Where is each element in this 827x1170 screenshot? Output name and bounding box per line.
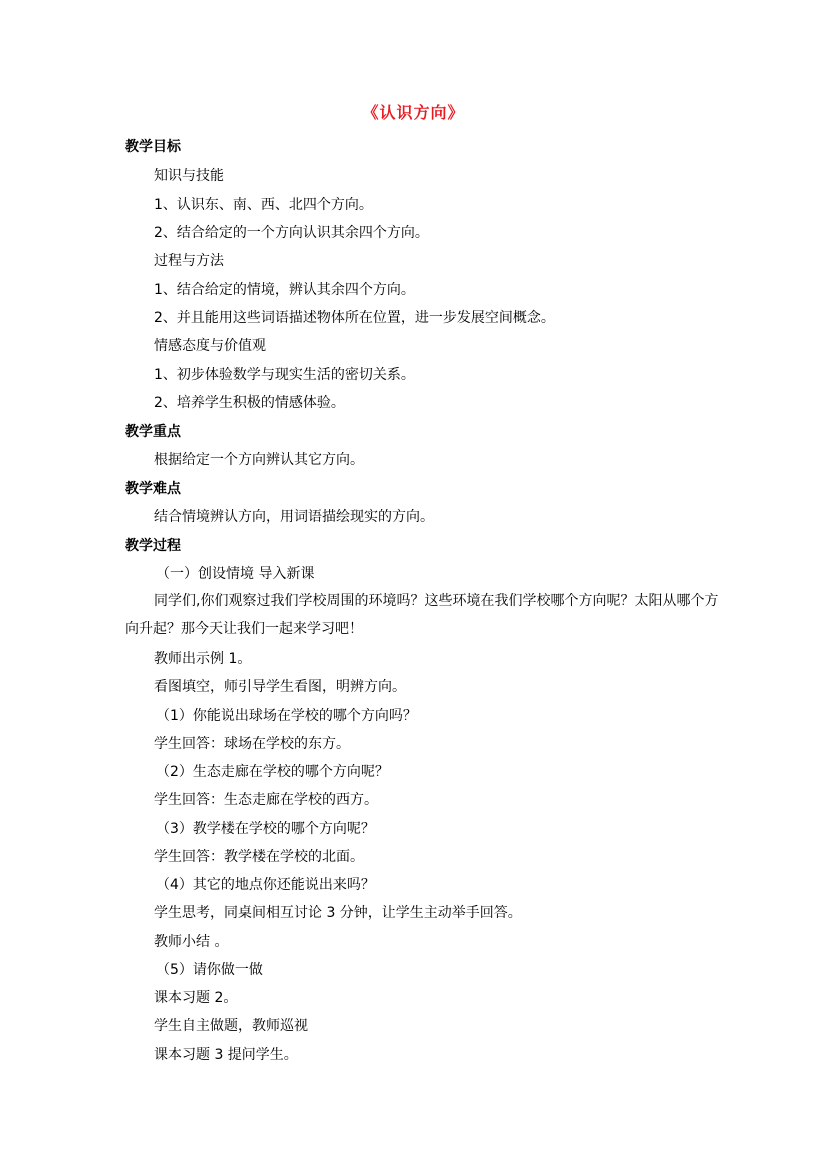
attitude-heading: 情感态度与价值观 — [154, 338, 266, 354]
key-text: 根据给定一个方向辨认其它方向。 — [154, 452, 364, 468]
difficulty-heading: 教学难点 — [125, 481, 181, 497]
question-5: （5）请你做一做 — [156, 962, 263, 978]
process-item-1: 1、结合给定的情境，辨认其余四个方向。 — [154, 282, 415, 298]
difficulty-text: 结合情境辨认方向，用词语描绘现实的方向。 — [154, 509, 434, 525]
answer-1: 学生回答：球场在学校的东方。 — [154, 736, 350, 752]
attitude-item-2: 2、培养学生积极的情感体验。 — [154, 395, 345, 411]
question-2: （2）生态走廊在学校的哪个方向呢？ — [156, 764, 389, 780]
knowledge-item-1: 1、认识东、南、西、北四个方向。 — [154, 197, 373, 213]
intro-paragraph: 同学们,你们观察过我们学校周围的环境吗？这些环境在我们学校哪个方向呢？太阳从哪个方向升起？那今天让我们一起来学习吧！ — [125, 593, 719, 637]
answer-3: 学生回答：教学楼在学校的北面。 — [154, 849, 364, 865]
attitude-item-1: 1、初步体验数学与现实生活的密切关系。 — [154, 367, 415, 383]
step-1: （一）创设情境 导入新课 — [156, 566, 315, 582]
process-item-2: 2、并且能用这些词语描述物体所在位置，进一步发展空间概念。 — [154, 310, 555, 326]
question-3: （3）教学楼在学校的哪个方向呢？ — [156, 821, 375, 837]
knowledge-heading: 知识与技能 — [154, 168, 224, 184]
exercise-3: 课本习题 3 提问学生。 — [154, 1047, 298, 1063]
procedure-heading: 教学过程 — [125, 538, 181, 554]
teacher-example: 教师出示例 1。 — [154, 651, 252, 667]
page-title: 《认识方向》 — [362, 103, 465, 122]
knowledge-item-2: 2、结合给定的一个方向认识其余四个方向。 — [154, 225, 429, 241]
answer-4: 学生思考，同桌间相互讨论 3 分钟，让学生主动举手回答。 — [154, 905, 522, 921]
teacher-summary: 教师小结 。 — [154, 934, 229, 950]
exercise-2: 课本习题 2。 — [154, 990, 238, 1006]
self-work: 学生自主做题，教师巡视 — [154, 1018, 308, 1034]
process-heading: 过程与方法 — [154, 253, 224, 269]
question-4: （4）其它的地点你还能说出来吗？ — [156, 877, 375, 893]
key-heading: 教学重点 — [125, 424, 181, 440]
question-1: （1）你能说出球场在学校的哪个方向吗？ — [156, 708, 417, 724]
answer-2: 学生回答：生态走廊在学校的西方。 — [154, 792, 378, 808]
goals-heading: 教学目标 — [125, 139, 181, 155]
fill-in-instruction: 看图填空，师引导学生看图，明辨方向。 — [154, 679, 406, 695]
